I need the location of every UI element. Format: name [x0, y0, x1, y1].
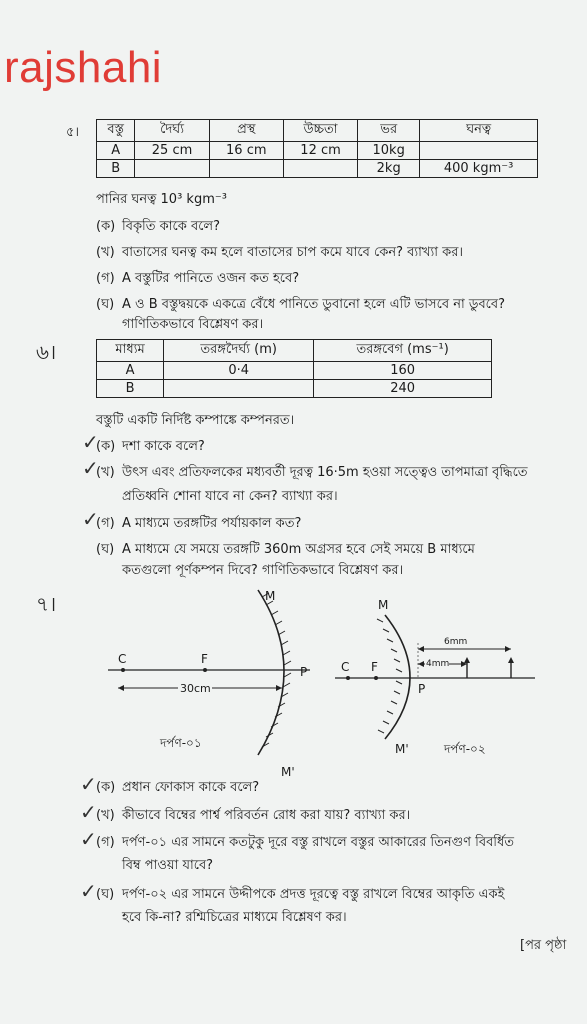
label-4mm: 4mm: [426, 659, 450, 669]
q7-part-ga-cont: বিম্ব পাওয়া যাবে?: [122, 858, 214, 873]
pen-tick-mark: ✓: [82, 456, 99, 480]
table-cell: তরঙ্গবেগ (ms⁻¹): [314, 340, 492, 362]
table-header-row: [97, 120, 538, 142]
q6-part-ka: (ক) দশা কাকে বলে?: [96, 439, 205, 454]
label-c: C: [118, 652, 127, 666]
table-cell: 16 cm: [209, 142, 283, 160]
q6-handwritten-number: ৬।: [36, 340, 57, 364]
table-cell: [209, 160, 283, 178]
mirror-2-diagram: [335, 598, 535, 756]
table-cell: [164, 380, 314, 398]
label-f: F: [201, 652, 208, 666]
pen-tick-mark: ✓: [80, 879, 97, 903]
q7-part-ga: (গ) দর্পণ-০১ এর সামনে কতটুকু দূরে বস্তু রাখলে বস্তুর আকারের তিনগুণ বিবর্ধিত: [96, 835, 515, 850]
q6-part-gha-cont: কতগুলো পূর্ণকম্পন দিবে? গাণিতিকভাবে বিশ্লেষণ কর।: [122, 563, 404, 578]
table-row: [97, 380, 492, 398]
pen-tick-mark: ✓: [80, 772, 97, 796]
caption-mirror-1: দর্পণ-০১: [160, 736, 202, 750]
q5-part-ka: (ক) বিকৃতি কাকে বলে?: [96, 219, 221, 234]
table-cell: [420, 142, 538, 160]
table-cell: 12 cm: [283, 142, 357, 160]
table-cell: দৈর্ঘ্য: [135, 120, 209, 142]
q5-table: [96, 119, 538, 178]
table-row: [97, 362, 492, 380]
table-cell: B: [97, 380, 164, 398]
label-p-2: P: [418, 682, 426, 696]
mirror-2-curve: [385, 615, 410, 739]
mirror-diagrams: [0, 585, 587, 780]
label-f-2: F: [371, 660, 378, 674]
table-cell: A: [97, 362, 164, 380]
label-m-prime: M': [281, 765, 295, 779]
table-cell: 2kg: [358, 160, 420, 178]
q6-part-gha: (ঘ) A মাধ্যমে যে সময়ে তরঙ্গটি 360m অগ্রসর হবে সেই সময়ে B মাধ্যমে: [96, 542, 475, 557]
logo-watermark: rajshahi: [4, 43, 163, 92]
point-c-2: [346, 676, 350, 680]
table-header-row: [97, 340, 492, 362]
point-f: [203, 668, 207, 672]
table-cell: তরঙ্গদৈর্ঘ্য (m): [164, 340, 314, 362]
pen-tick-mark: ✓: [80, 827, 97, 851]
label-m: M: [265, 589, 276, 603]
mirror-1-diagram: [108, 589, 310, 779]
q7-part-kha: (খ) কীভাবে বিম্বের পার্শ্ব পরিবর্তন রোধ করা যায়? ব্যাখ্যা কর।: [96, 808, 411, 823]
table-cell: 240: [314, 380, 492, 398]
pen-tick-mark: ✓: [82, 507, 99, 531]
q7-part-ka: (ক) প্রধান ফোকাস কাকে বলে?: [96, 780, 260, 795]
table-cell: [135, 160, 209, 178]
question-number-5: ৫।: [66, 125, 80, 140]
table-cell: ঘনত্ব: [420, 120, 538, 142]
q5-part-gha: (ঘ) A ও B বস্তুদ্বয়কে একত্রে বেঁধে পানিতে ডুবানো হলে এটি ভাসবে না ডুববে?: [96, 297, 506, 312]
label-distance: 30cm: [180, 682, 211, 695]
pen-tick-mark: ✓: [82, 430, 99, 454]
label-6mm: 6mm: [444, 637, 468, 647]
label-p: P: [300, 665, 308, 679]
next-page-note: [পর পৃষ্ঠা: [520, 938, 567, 953]
table-cell: B: [97, 160, 135, 178]
q6-note: বস্তুটি একটি নির্দিষ্ট কম্পাঙ্কে কম্পনরত।: [96, 413, 295, 428]
table-cell: মাধ্যম: [97, 340, 164, 362]
caption-mirror-2: দর্পণ-০২: [444, 742, 486, 756]
q6-part-kha: (খ) উৎস এবং প্রতিফলকের মধ্যবর্তী দূরত্ব 16·5m হওয়া সত্ত্বেও তাপমাত্রা বৃদ্ধিতে: [96, 465, 528, 480]
point-f-2: [374, 676, 378, 680]
table-cell: 25 cm: [135, 142, 209, 160]
q6-part-kha-cont: প্রতিধ্বনি শোনা যাবে না কেন? ব্যাখ্যা কর।: [122, 489, 338, 504]
table-cell: 0·4: [164, 362, 314, 380]
label-m-prime-2: M': [395, 742, 409, 756]
q6-table: [96, 339, 492, 398]
q7-handwritten-number: ৭।: [36, 592, 57, 616]
table-row: [97, 142, 538, 160]
table-cell: ভর: [358, 120, 420, 142]
q5-part-ga: (গ) A বস্তুটির পানিতে ওজন কত হবে?: [96, 271, 300, 286]
pen-tick-mark: ✓: [80, 800, 97, 824]
table-row: [97, 160, 538, 178]
table-cell: প্রস্থ: [209, 120, 283, 142]
q6-part-ga: (গ) A মাধ্যমে তরঙ্গটির পর্যায়কাল কত?: [96, 516, 302, 531]
table-cell: বস্তু: [97, 120, 135, 142]
q5-note: পানির ঘনত্ব 10³ kgm⁻³: [96, 192, 227, 207]
q7-part-gha-cont: হবে কি-না? রশ্মিচিত্রের মাধ্যমে বিশ্লেষণ কর।: [122, 910, 347, 925]
table-cell: [283, 160, 357, 178]
table-cell: 160: [314, 362, 492, 380]
table-cell: 10kg: [358, 142, 420, 160]
table-cell: A: [97, 142, 135, 160]
point-c: [121, 668, 125, 672]
table-cell: উচ্চতা: [283, 120, 357, 142]
q5-part-gha-cont: গাণিতিকভাবে বিশ্লেষণ কর।: [122, 317, 264, 332]
q7-part-gha: (ঘ) দর্পণ-০২ এর সামনে উদ্দীপকে প্রদত্ত দূরত্বে বস্তু রাখলে বিম্বের আকৃতি একই: [96, 887, 505, 902]
label-m-2: M: [378, 598, 389, 612]
label-c-2: C: [341, 660, 350, 674]
q5-part-kha: (খ) বাতাসের ঘনত্ব কম হলে বাতাসের চাপ কমে যাবে কেন? ব্যাখ্যা কর।: [96, 245, 464, 260]
table-cell: 400 kgm⁻³: [420, 160, 538, 178]
